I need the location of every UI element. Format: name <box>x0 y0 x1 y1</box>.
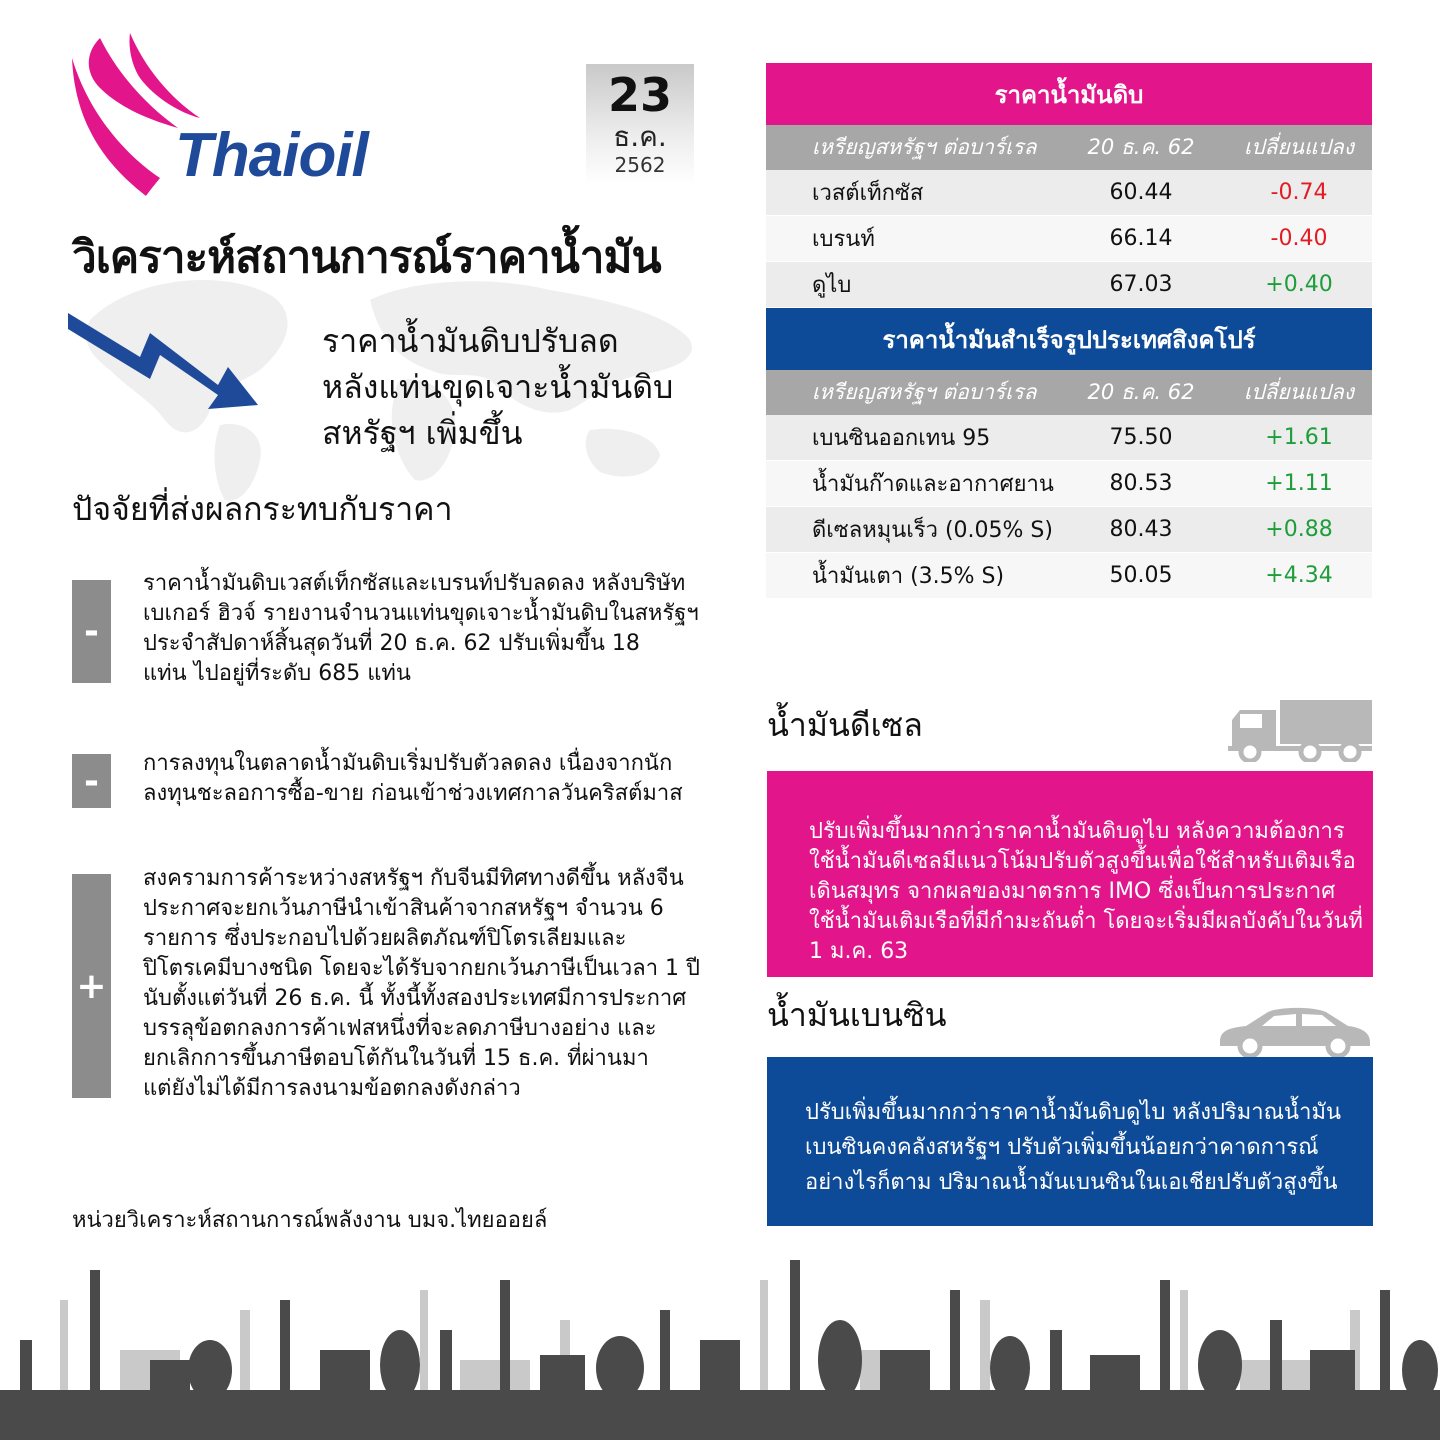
table-row <box>766 216 1372 262</box>
factors-heading: ปัจจัยที่ส่งผลกระทบกับราคา <box>72 490 453 528</box>
source-note: หน่วยวิเคราะห์สถานการณ์พลังงาน บมจ.ไทยออยล์ <box>72 1208 548 1233</box>
table-row <box>766 461 1372 507</box>
row-name: น้ำมันเตา (3.5% S) <box>812 564 1005 589</box>
factor-item <box>143 749 723 809</box>
row-name: เวสต์เท็กซัส <box>812 181 924 206</box>
page-title: วิเคราะห์สถานการณ์ราคาน้ำมัน <box>72 232 661 283</box>
row-price: 50.05 <box>1109 563 1173 588</box>
column-header: เหรียญสหรัฐฯ ต่อบาร์เรล <box>812 135 1037 159</box>
row-name: ดูไบ <box>812 273 852 298</box>
date-day: 23 <box>607 68 672 122</box>
table-title: ราคาน้ำมันสำเร็จรูปประเทศสิงคโปร์ <box>766 308 1372 370</box>
factor-line: นับตั้งแต่วันที่ 26 ธ.ค. นี้ ทั้งนี้ทั้งสองประเทศมีการประกาศ <box>143 986 687 1011</box>
column-header: 20 ธ.ค. 62 <box>1087 380 1195 404</box>
gasoline-line: ปรับเพิ่มขึ้นมากกว่าราคาน้ำมันดิบดูไบ หลังปริมาณน้ำมัน <box>805 1100 1341 1125</box>
minus-sign-badge: - <box>72 754 111 808</box>
factor-line: ยกเลิกการขึ้นภาษีตอบโต้กันในวันที่ 15 ธ.ค. ที่ผ่านมา <box>143 1046 649 1071</box>
factor-line: แท่น ไปอยู่ที่ระดับ 685 แท่น <box>143 661 411 686</box>
row-change: +4.34 <box>1265 563 1333 588</box>
factor-line: สงครามการค้าระหว่างสหรัฐฯ กับจีนมีทิศทางดีขึ้น หลังจีน <box>143 866 684 891</box>
diesel-line: ปรับเพิ่มขึ้นมากกว่าราคาน้ำมันดิบดูไบ หลังความต้องการ <box>809 819 1345 844</box>
column-header: เปลี่ยนแปลง <box>1243 135 1355 159</box>
factor-item <box>143 864 723 1104</box>
date-badge <box>586 64 694 184</box>
row-price: 80.43 <box>1109 517 1173 542</box>
diesel-summary <box>767 771 1373 977</box>
row-change: -0.74 <box>1270 180 1328 205</box>
headline-line: ราคาน้ำมันดิบปรับลด <box>322 322 619 360</box>
table-header-row <box>766 370 1372 415</box>
diesel-heading: น้ำมันดีเซล <box>767 706 923 744</box>
row-change: +0.40 <box>1265 272 1333 297</box>
row-name: น้ำมันก๊าดและอากาศยาน <box>812 472 1054 497</box>
factor-line: ลงทุนชะลอการซื้อ-ขาย ก่อนเข้าช่วงเทศกาลวันคริสต์มาส <box>143 781 683 806</box>
table-row <box>766 262 1372 308</box>
date-year: 2562 <box>614 153 666 177</box>
factor-line: ประกาศจะยกเว้นภาษีนำเข้าสินค้าจากสหรัฐฯ จำนวน 6 <box>143 896 664 921</box>
row-change: +1.61 <box>1265 425 1333 450</box>
table-title: ราคาน้ำมันดิบ <box>766 63 1372 125</box>
factor-line: แต่ยังไม่ได้มีการลงนามข้อตกลงดังกล่าว <box>143 1076 521 1101</box>
row-name: เบนซินออกเทน 95 <box>812 426 991 451</box>
diesel-line: ใช้น้ำมันเติมเรือที่มีกำมะถันต่ำ โดยจะเริ่มมีผลบังคับในวันที่ <box>809 909 1363 934</box>
logo-wordmark: Thaioil <box>175 121 368 190</box>
table-row <box>766 170 1372 216</box>
row-price: 66.14 <box>1109 226 1173 251</box>
row-price: 80.53 <box>1109 471 1173 496</box>
product-price-table <box>766 308 1372 599</box>
factor-line: ประจำสัปดาห์สิ้นสุดวันที่ 20 ธ.ค. 62 ปรับเพิ่มขึ้น 18 <box>143 631 640 656</box>
car-icon <box>1216 1004 1372 1058</box>
plus-sign-badge: + <box>72 874 111 1098</box>
table-header-row <box>766 125 1372 170</box>
factor-line: การลงทุนในตลาดน้ำมันดิบเริ่มปรับตัวลดลง เนื่องจากนัก <box>143 751 673 776</box>
table-row <box>766 415 1372 461</box>
refinery-skyline-icon <box>0 1240 1440 1440</box>
date-month: ธ.ค. <box>613 120 667 153</box>
row-change: +0.88 <box>1265 517 1333 542</box>
headline <box>322 318 702 456</box>
diesel-line: ใช้น้ำมันดีเซลมีแนวโน้มปรับตัวสูงขึ้นเพื่อใช้สำหรับเติมเรือ <box>809 849 1356 874</box>
row-price: 67.03 <box>1109 272 1173 297</box>
column-header: เปลี่ยนแปลง <box>1243 380 1355 404</box>
row-change: -0.40 <box>1270 226 1328 251</box>
headline-line: สหรัฐฯ เพิ่มขึ้น <box>322 414 523 452</box>
row-price: 60.44 <box>1109 180 1173 205</box>
row-name: ดีเซลหมุนเร็ว (0.05% S) <box>812 518 1053 543</box>
factor-item <box>143 569 723 689</box>
column-header: 20 ธ.ค. 62 <box>1087 135 1195 159</box>
crude-price-table <box>766 63 1372 308</box>
factor-line: รายการ ซึ่งประกอบไปด้วยผลิตภัณฑ์ปิโตรเลียมและ <box>143 926 627 951</box>
factor-line: ปิโตรเคมีบางชนิด โดยจะได้รับจากยกเว้นภาษีเป็นเวลา 1 ปี <box>143 956 700 981</box>
factor-line: เบเกอร์ ฮิวจ์ รายงานจำนวนแท่นขุดเจาะน้ำมันดิบในสหรัฐฯ <box>143 601 699 626</box>
headline-line: หลังแท่นขุดเจาะน้ำมันดิบ <box>322 368 674 406</box>
truck-icon <box>1228 700 1372 762</box>
diesel-line: 1 ม.ค. 63 <box>809 939 909 964</box>
factor-line: บรรลุข้อตกลงการค้าเฟสหนึ่งที่จะลดภาษีบางอย่าง และ <box>143 1016 657 1041</box>
gasoline-line: อย่างไรก็ตาม ปริมาณน้ำมันเบนซินในเอเชียปรับตัวสูงขึ้น <box>805 1170 1338 1195</box>
gasoline-line: เบนซินคงคลังสหรัฐฯ ปรับตัวเพิ่มขึ้นน้อยกว่าคาดการณ์ <box>805 1135 1319 1160</box>
factor-line: ราคาน้ำมันดิบเวสต์เท็กซัสและเบรนท์ปรับลดลง หลังบริษัท <box>143 571 686 596</box>
gasoline-heading: น้ำมันเบนซิน <box>767 996 947 1034</box>
column-header: เหรียญสหรัฐฯ ต่อบาร์เรล <box>812 380 1037 404</box>
row-change: +1.11 <box>1265 471 1333 496</box>
table-row <box>766 553 1372 599</box>
diesel-line: เดินสมุทร จากผลของมาตรการ IMO ซึ่งเป็นการประกาศ <box>809 879 1336 904</box>
row-name: เบรนท์ <box>812 227 875 252</box>
gasoline-summary <box>767 1057 1373 1226</box>
down-trend-arrow-icon <box>68 305 268 415</box>
table-row <box>766 507 1372 553</box>
minus-sign-badge: - <box>72 580 111 683</box>
row-price: 75.50 <box>1109 425 1173 450</box>
